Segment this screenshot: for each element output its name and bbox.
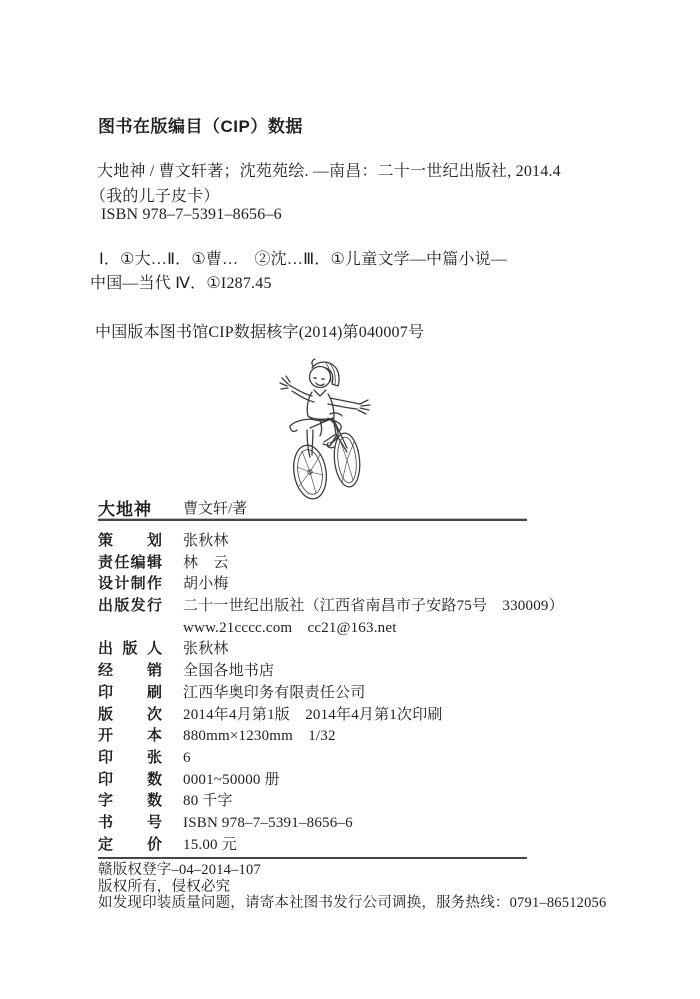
title-divider-rule <box>98 519 527 521</box>
quality-hotline-line: 如发现印装质量问题，请寄本社图书发行公司调换，服务热线：0791–86512056 <box>98 895 607 912</box>
cip-record-line2: （我的儿子皮卡） <box>90 188 220 205</box>
colophon-value: 880mm×1230mm 1/32 <box>183 728 336 745</box>
colophon-table <box>98 530 564 855</box>
colophon-value: www.21cccc.com cc21@163.net <box>183 619 397 636</box>
colophon-label: 经 销 <box>98 662 162 680</box>
colophon-value: 2014年4月第1版 2014年4月第1次印刷 <box>183 706 443 723</box>
copyright-registration-line: 赣版权登字–04–2014–107 <box>98 862 261 878</box>
book-author: 曹文轩/著 <box>183 501 248 517</box>
colophon-label: 版 次 <box>98 705 162 723</box>
footer-divider-rule <box>98 857 527 859</box>
colophon-label: 设计制作 <box>98 575 162 593</box>
colophon-label: 印 张 <box>98 748 162 766</box>
colophon-label: 印 数 <box>98 770 162 788</box>
colophon-row-editor <box>98 552 527 574</box>
colophon-row-format <box>98 725 527 747</box>
colophon-value: 0001~50000 册 <box>183 771 280 788</box>
book-title: 大地神 <box>98 500 152 519</box>
colophon-value: 80 千字 <box>183 793 233 810</box>
child-on-bicycle-illustration <box>250 354 460 502</box>
colophon-row-distribution <box>98 660 527 682</box>
cip-registry-line: 中国版本图书馆CIP数据核字(2014)第040007号 <box>95 324 425 341</box>
colophon-row-edition <box>98 704 527 726</box>
colophon-row-isbn <box>98 812 527 834</box>
colophon-value: 江西华奥印务有限责任公司 <box>183 684 366 701</box>
colophon-row-website <box>98 617 527 639</box>
cip-classification-line2: 中国—当代 Ⅳ．①I287.45 <box>90 275 272 292</box>
colophon-row-designer <box>98 573 527 595</box>
colophon-row-word-count <box>98 790 527 812</box>
colophon-row-sheets <box>98 747 527 769</box>
colophon-value: 15.00 元 <box>183 836 237 853</box>
colophon-value: 二十一世纪出版社（江西省南昌市子安路75号 330009） <box>183 598 564 615</box>
cip-record-line1: 大地神 / 曹文轩著；沈苑苑绘. —南昌：二十一世纪出版社, 2014.4 <box>97 163 561 180</box>
colophon-label: 策 划 <box>98 532 162 549</box>
rights-reserved-line: 版权所有，侵权必究 <box>98 878 231 895</box>
colophon-row-publisher <box>98 595 564 617</box>
colophon-label: 书 号 <box>98 813 162 831</box>
cip-classification-line1: Ⅰ．①大…Ⅱ．①曹… ②沈…Ⅲ．①儿童文学—中篇小说— <box>99 251 508 268</box>
colophon-row-print-run <box>98 769 527 791</box>
colophon-value: 林 云 <box>183 554 229 571</box>
colophon-label: 字 数 <box>98 792 162 810</box>
colophon-row-printer <box>98 682 527 704</box>
colophon-row-price <box>98 834 527 856</box>
colophon-label: 责任编辑 <box>98 553 162 571</box>
colophon-value: 张秋林 <box>183 533 229 549</box>
footer <box>98 862 606 912</box>
colophon-row-planner <box>98 530 527 552</box>
colophon-value: 胡小梅 <box>183 576 229 593</box>
colophon-value: 6 <box>183 749 191 766</box>
cip-isbn-line: ISBN 978–7–5391–8656–6 <box>101 206 282 223</box>
colophon-value: 全国各地书店 <box>183 663 275 680</box>
colophon-label: 印 刷 <box>98 683 162 701</box>
cip-header: 图书在版编目（CIP）数据 <box>98 117 303 136</box>
colophon-label: 定 价 <box>98 835 162 853</box>
colophon-label: 开 本 <box>98 727 162 745</box>
colophon-value: ISBN 978–7–5391–8656–6 <box>183 814 353 831</box>
colophon-value: 张秋林 <box>183 641 229 658</box>
colophon-row-publisher-person <box>98 638 527 660</box>
colophon-label: 出 版 人 <box>98 640 162 658</box>
colophon-label: 出版发行 <box>98 597 162 615</box>
